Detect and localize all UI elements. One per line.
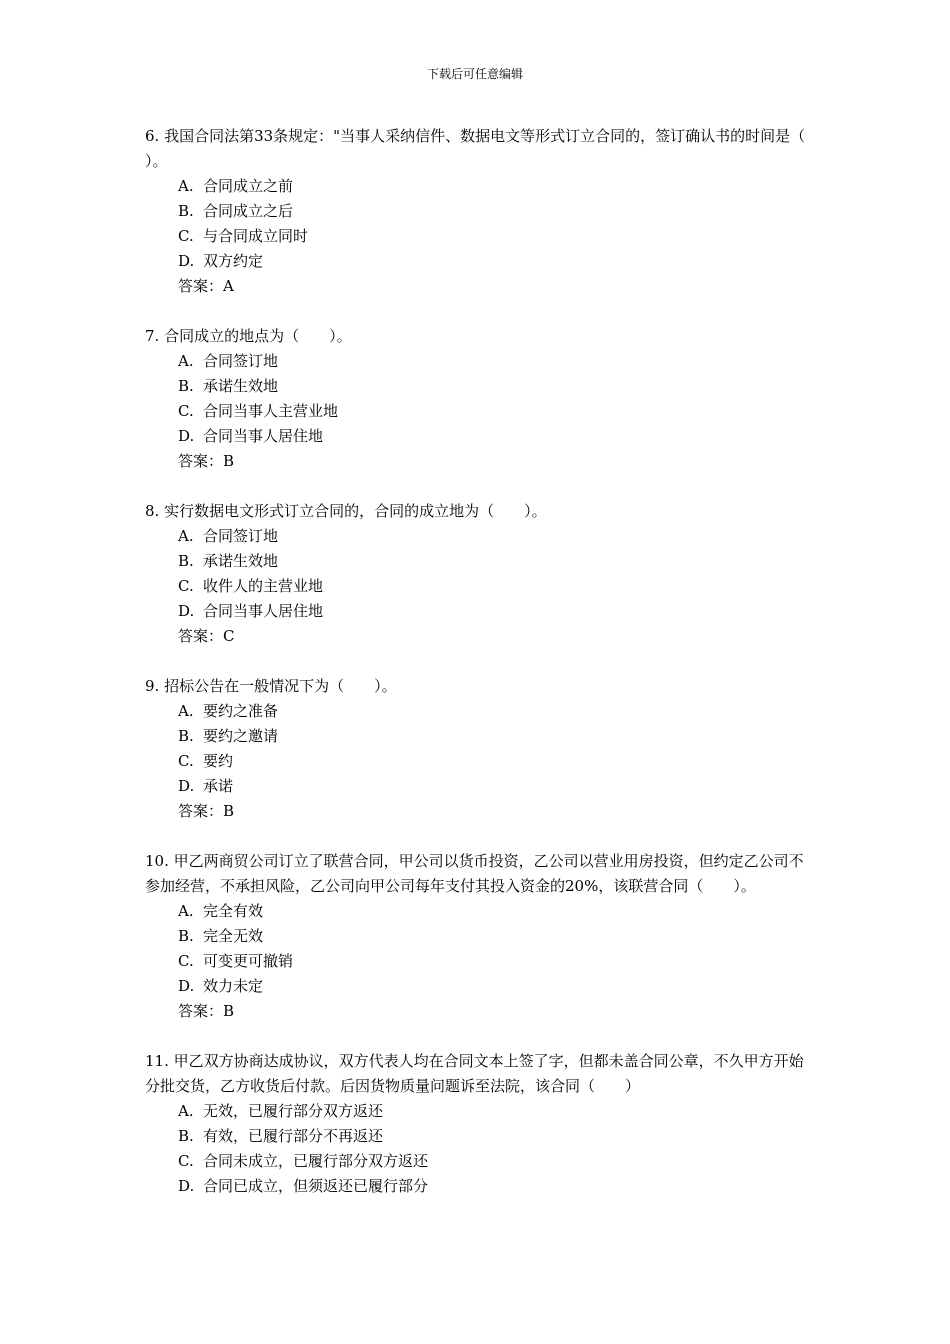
option-text: 无效，已履行部分双方返还 xyxy=(203,1102,384,1120)
question-list xyxy=(145,124,836,1224)
question-11 xyxy=(145,1049,810,1199)
option-text: 有效，已履行部分不再返还 xyxy=(203,1127,384,1145)
option-text: 效力未定 xyxy=(203,977,264,995)
answer: 答案：B xyxy=(178,1002,235,1020)
option-d xyxy=(145,1174,810,1199)
option-letter: D. xyxy=(178,777,195,795)
option-letter: D. xyxy=(178,252,195,270)
option-text: 完全无效 xyxy=(203,927,264,945)
option-b xyxy=(145,724,810,749)
question-stem: 9. 招标公告在一般情况下为（ ）。 xyxy=(145,677,397,695)
option-text: 可变更可撤销 xyxy=(203,952,294,970)
option-letter: C. xyxy=(178,1152,194,1170)
option-text: 承诺生效地 xyxy=(203,552,279,570)
option-d xyxy=(145,249,810,274)
question-7 xyxy=(145,324,810,474)
page-header: 下载后可任意编辑 xyxy=(426,67,523,81)
option-d xyxy=(145,774,810,799)
option-text: 合同成立之前 xyxy=(203,177,294,195)
option-a xyxy=(145,699,810,724)
option-letter: C. xyxy=(178,752,194,770)
option-text: 合同当事人主营业地 xyxy=(203,402,339,420)
option-text: 合同签订地 xyxy=(203,352,279,370)
option-letter: C. xyxy=(178,402,194,420)
option-a xyxy=(145,524,810,549)
option-b xyxy=(145,1124,810,1149)
answer: 答案：B xyxy=(178,452,235,470)
option-letter: A. xyxy=(178,902,194,920)
option-text: 与合同成立同时 xyxy=(203,227,309,245)
question-stem: 11. 甲乙双方协商达成协议，双方代表人均在合同文本上签了字，但都未盖合同公章，不久甲方开始分批交货，乙方收货后付款。后因货物质量问题诉至法院，该合同（ ） xyxy=(145,1052,804,1095)
question-stem: 6. 我国合同法第33条规定："当事人采纳信件、数据电文等形式订立合同的，签订确认书的时间是（ ）。 xyxy=(145,127,836,170)
option-letter: A. xyxy=(178,1102,194,1120)
option-letter: D. xyxy=(178,602,195,620)
option-letter: A. xyxy=(178,352,194,370)
option-letter: B. xyxy=(178,377,194,395)
option-b xyxy=(145,549,810,574)
question-10 xyxy=(145,849,810,1024)
option-text: 合同成立之后 xyxy=(203,202,294,220)
answer: 答案：B xyxy=(178,802,235,820)
option-letter: D. xyxy=(178,1177,195,1195)
option-c xyxy=(145,949,810,974)
question-6 xyxy=(145,124,836,299)
question-stem: 10. 甲乙两商贸公司订立了联营合同，甲公司以货币投资，乙公司以营业用房投资，但约定乙公司不参加经营，不承担风险，乙公司向甲公司每年支付其投入资金的20%，该联营合同（ ）。 xyxy=(145,852,804,895)
option-letter: C. xyxy=(178,952,194,970)
question-stem: 8. 实行数据电文形式订立合同的，合同的成立地为（ ）。 xyxy=(145,502,547,520)
option-letter: C. xyxy=(178,227,194,245)
option-letter: A. xyxy=(178,702,194,720)
option-letter: B. xyxy=(178,727,194,745)
option-letter: A. xyxy=(178,177,194,195)
option-a xyxy=(145,349,810,374)
option-text: 双方约定 xyxy=(203,252,264,270)
option-letter: B. xyxy=(178,1127,194,1145)
option-text: 合同签订地 xyxy=(203,527,279,545)
option-letter: A. xyxy=(178,527,194,545)
option-letter: D. xyxy=(178,977,195,995)
answer: 答案：C xyxy=(178,627,235,645)
option-c xyxy=(145,399,810,424)
question-9 xyxy=(145,674,810,824)
option-text: 完全有效 xyxy=(203,902,264,920)
option-text: 要约之准备 xyxy=(203,702,279,720)
option-b xyxy=(145,199,810,224)
option-d xyxy=(145,974,810,999)
option-d xyxy=(145,599,810,624)
option-d xyxy=(145,424,810,449)
option-b xyxy=(145,374,810,399)
option-b xyxy=(145,924,810,949)
option-a xyxy=(145,174,810,199)
option-a xyxy=(145,1099,810,1124)
option-a xyxy=(145,899,810,924)
option-letter: B. xyxy=(178,552,194,570)
option-text: 要约 xyxy=(203,752,234,770)
option-text: 合同未成立，已履行部分双方返还 xyxy=(203,1152,429,1170)
answer: 答案：A xyxy=(178,277,234,295)
option-letter: C. xyxy=(178,577,194,595)
question-8 xyxy=(145,499,810,649)
option-text: 承诺 xyxy=(203,777,234,795)
option-c xyxy=(145,1149,810,1174)
option-letter: B. xyxy=(178,927,194,945)
option-text: 合同已成立，但须返还已履行部分 xyxy=(203,1177,429,1195)
option-text: 收件人的主营业地 xyxy=(203,577,324,595)
option-c xyxy=(145,749,810,774)
option-letter: D. xyxy=(178,427,195,445)
option-c xyxy=(145,224,810,249)
option-text: 要约之邀请 xyxy=(203,727,279,745)
option-text: 合同当事人居住地 xyxy=(203,427,324,445)
option-c xyxy=(145,574,810,599)
option-letter: B. xyxy=(178,202,194,220)
question-stem: 7. 合同成立的地点为（ ）。 xyxy=(145,327,352,345)
option-text: 承诺生效地 xyxy=(203,377,279,395)
option-text: 合同当事人居住地 xyxy=(203,602,324,620)
